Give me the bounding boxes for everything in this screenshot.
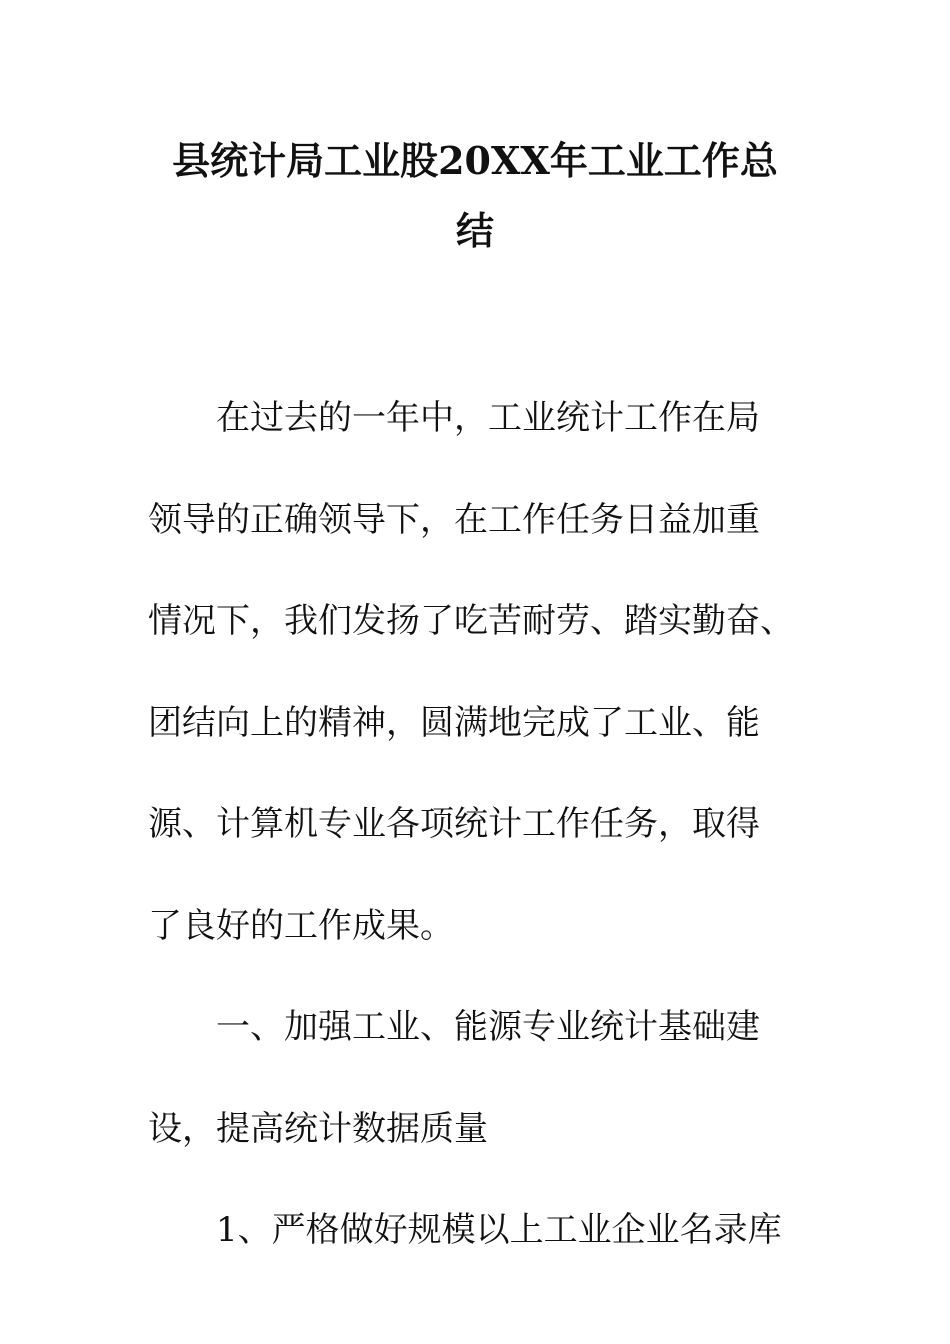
document-body — [148, 368, 808, 1282]
body-line-4: 团结向上的精神，圆满地完成了工业、能 — [148, 702, 760, 743]
section-heading-line-2: 设，提高统计数据质量 — [148, 1108, 488, 1149]
list-item-1-line: 1、严格做好规模以上工业企业名录库 — [216, 1210, 782, 1250]
body-line-5: 源、计算机专业各项统计工作任务，取得 — [148, 804, 760, 844]
document-title — [150, 126, 800, 266]
section-heading-line-1: 一、加强工业、能源专业统计基础建 — [216, 1007, 760, 1047]
body-line-3: 情况下，我们发扬了吃苦耐劳、踏实勤奋、 — [148, 601, 794, 641]
body-line-1: 在过去的一年中，工业统计工作在局 — [216, 398, 760, 438]
title-line-1: 县统计局工业股20XX年工业工作总 — [172, 138, 778, 183]
body-line-2: 领导的正确领导下，在工作任务日益加重 — [148, 499, 760, 540]
title-line-2: 结 — [455, 208, 494, 253]
body-line-6: 了良好的工作成果。 — [148, 905, 454, 946]
